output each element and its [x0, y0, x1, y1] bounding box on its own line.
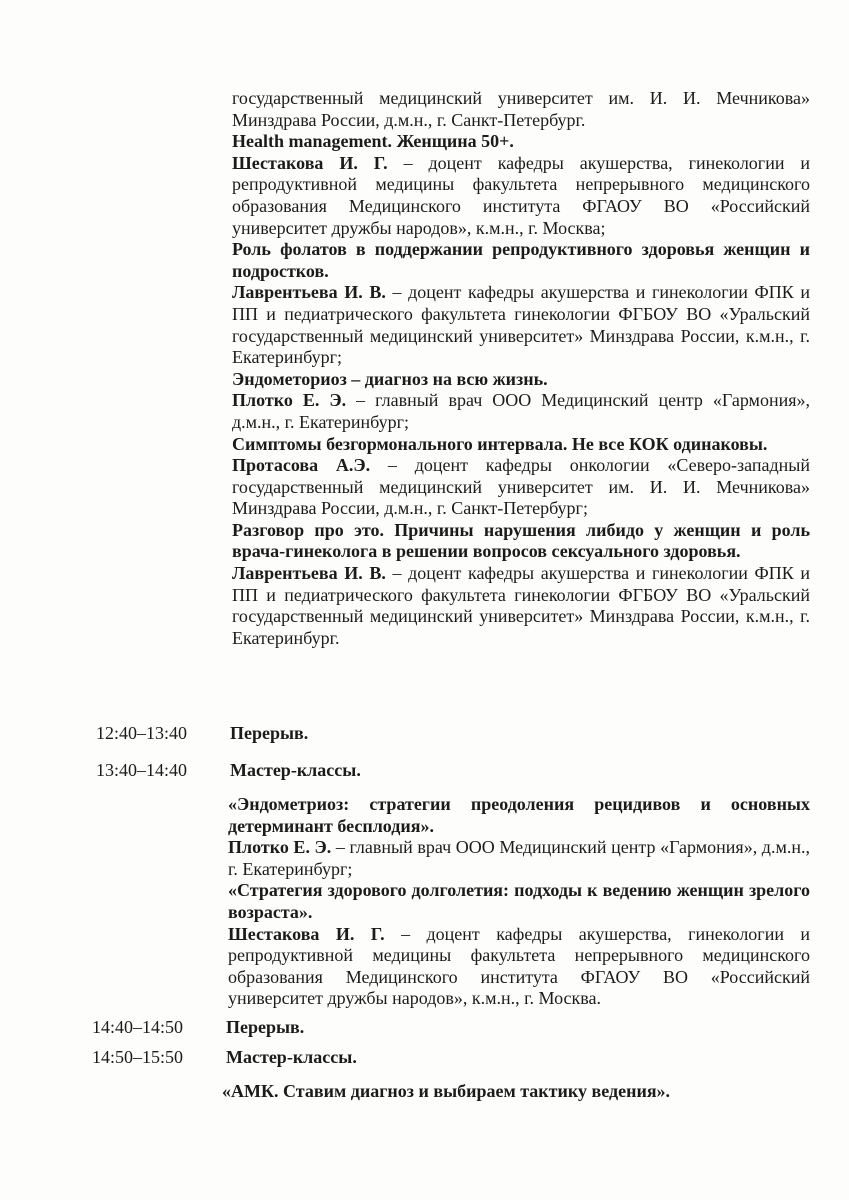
talk-title: Симптомы безгормонального интервала. Не все КОК одинаковы. — [232, 433, 768, 454]
speaker-name: Лаврентьева И. В. — [232, 563, 386, 584]
time-slot: 12:40–13:40 — [96, 723, 188, 743]
speaker-entry — [232, 282, 810, 368]
time-slot: 14:50–15:50 — [92, 1047, 184, 1067]
time-slot: 13:40–14:40 — [96, 760, 188, 780]
program-block-1 — [232, 88, 810, 649]
speaker-affiliation: – доцент кафедры акушерства и гинекологии ФПК и ПП и педиатрического факультета гинекологии ФГБОУ ВО «Уральский государственный медицинский университет» Минздрава России, к.м.н., г. Екатеринбург. — [232, 563, 810, 648]
talk-title: Health management. Женщина 50+. — [232, 131, 514, 152]
speaker-entry — [228, 837, 810, 880]
session-label: Мастер-классы. — [226, 1047, 357, 1067]
speaker-name: Шестакова И. Г. — [232, 152, 388, 173]
speaker-entry — [232, 390, 810, 433]
speaker-name: Лаврентьева И. В. — [232, 282, 386, 303]
talk-title: Разговор про это. Причины нарушения либидо у женщин и роль врача-гинеколога в решении вопросов сексуального здоровья. — [232, 519, 810, 562]
speaker-entry — [232, 153, 810, 239]
session-label: Перерыв. — [230, 723, 309, 743]
speaker-affiliation: – главный врач ООО Медицинский центр «Гармония», д.м.н., г. Екатеринбург; — [228, 837, 810, 879]
speaker-name: Плотко Е. Э. — [232, 390, 347, 411]
talk-title: Роль фолатов в поддержании репродуктивного здоровья женщин и подростков. — [232, 239, 810, 281]
final-talk — [222, 1081, 822, 1103]
speaker-name: Шестакова И. Г. — [228, 923, 385, 944]
session-label: Мастер-классы. — [230, 760, 361, 780]
talk-title: «Эндометриоз: стратегии преодоления рецидивов и основных детерминант бесплодия». — [228, 794, 810, 836]
speaker-affiliation: – доцент кафедры акушерства, гинекологии и репродуктивной медицины факультета непрерывного медицинского образования Медицинского института ФГАОУ ВО «Российский университет дружбы народов», к.м.н., г. Москва. — [228, 923, 810, 1009]
talk-title: «АМК. Ставим диагноз и выбираем тактику ведения». — [222, 1081, 671, 1101]
speaker-name: Плотко Е. Э. — [228, 837, 332, 858]
talk-title: «Стратегия здорового долголетия: подходы к ведению женщин зрелого возраста». — [228, 880, 810, 922]
speaker-entry — [232, 455, 810, 520]
speaker-affiliation: – доцент кафедры онкологии «Северо-западный государственный медицинский университет им. И. И. Мечникова» Минздрава России, д.м.н., г. Санкт-Петербург; — [232, 455, 810, 519]
talk-title: Эндометориоз – диагноз на всю жизнь. — [232, 368, 548, 389]
speaker-affiliation: – главный врач ООО Медицинский центр «Гармония», д.м.н., г. Екатеринбург; — [232, 390, 810, 432]
speaker-entry — [228, 924, 810, 1010]
speaker-entry — [232, 563, 810, 649]
time-slot: 14:40–14:50 — [92, 1017, 184, 1037]
speaker-affiliation: – доцент кафедры акушерства и гинекологии ФПК и ПП и педиатрического факультета гинекологии ФГБОУ ВО «Уральский государственный медицинский университет» Минздрава России, к.м.н., г. Екатеринбург; — [232, 282, 810, 368]
program-block-2 — [228, 794, 810, 1010]
speaker-name: Протасова А.Э. — [232, 455, 371, 476]
speaker-affiliation: – доцент кафедры акушерства, гинекологии и репродуктивной медицины факультета непрерывного медицинского образования Медицинского института ФГАОУ ВО «Российский университет дружбы народов», к.м.н., г. Москва; — [232, 152, 810, 238]
entry-text: государственный медицинский университет им. И. И. Мечникова» Минздрава России, д.м.н., г. Санкт-Петербург. — [232, 88, 810, 130]
session-label: Перерыв. — [226, 1017, 305, 1037]
